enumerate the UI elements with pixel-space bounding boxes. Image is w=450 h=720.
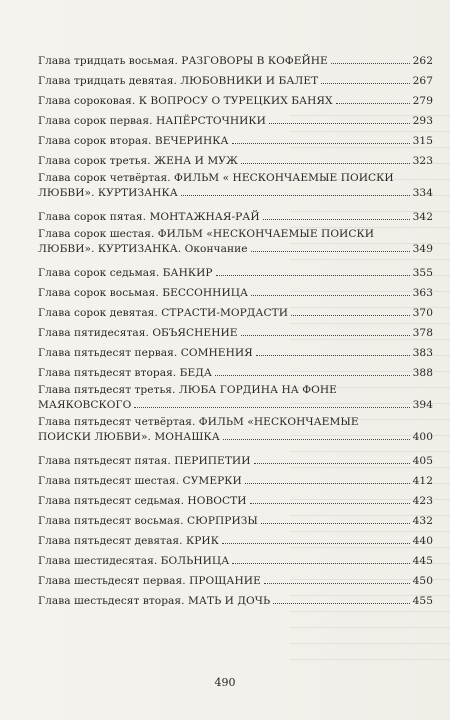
toc-entry-title: Глава сороковая. К ВОПРОСУ О ТУРЕЦКИХ БАНЯХ xyxy=(38,94,333,107)
toc-leader-dots xyxy=(241,163,410,164)
toc-leader-dots xyxy=(264,583,410,584)
toc-entry xyxy=(38,88,433,108)
toc-entry-title: Глава пятьдесят вторая. БЕДА xyxy=(38,366,212,379)
toc-entry-title: Глава сорок третья. ЖЕНА И МУЖ xyxy=(38,154,238,167)
toc-entry xyxy=(38,384,433,412)
toc-entry xyxy=(38,108,433,128)
toc-entry-title: Глава пятьдесят шестая. СУМЕРКИ xyxy=(38,474,242,487)
toc-entry-title: Глава пятидесятая. ОБЪЯСНЕНИЕ xyxy=(38,326,238,339)
toc-entry-title: Глава сорок вторая. ВЕЧЕРИНКА xyxy=(38,134,229,147)
toc-leader-dots xyxy=(250,503,410,504)
toc-entry xyxy=(38,528,433,548)
toc-leader-dots xyxy=(232,563,409,564)
toc-entry xyxy=(38,448,433,468)
toc-leader-dots xyxy=(181,195,410,196)
toc-page-number: 349 xyxy=(412,242,433,255)
toc-page-number: 370 xyxy=(412,306,433,319)
toc-leader-dots xyxy=(291,315,410,316)
toc-page-number: 423 xyxy=(412,494,433,507)
toc-entry xyxy=(38,588,433,608)
toc-page-number: 450 xyxy=(412,574,433,587)
toc-page-number: 412 xyxy=(412,474,433,487)
toc-entry-title-line-2: МАЯКОВСКОГО xyxy=(38,398,132,411)
toc-entry xyxy=(38,172,433,200)
toc-leader-dots xyxy=(215,375,410,376)
toc-entry-title: Глава сорок девятая. СТРАСТИ-МОРДАСТИ xyxy=(38,306,289,319)
toc-entry-title: Глава шестьдесят первая. ПРОЩАНИЕ xyxy=(38,574,261,587)
toc-entry-title: Глава пятьдесят девятая. КРИК xyxy=(38,534,219,547)
toc-entry xyxy=(38,320,433,340)
toc-entry-title-line-1: Глава пятьдесят четвёртая. ФИЛЬМ «НЕСКОНЧАЕМЫЕ xyxy=(38,416,359,428)
toc-entry xyxy=(38,260,433,280)
toc-page-number: 400 xyxy=(412,430,433,443)
toc-entry xyxy=(38,416,433,444)
toc-entry-title: Глава пятьдесят седьмая. НОВОСТИ xyxy=(38,494,247,507)
toc-entry xyxy=(38,488,433,508)
toc-entry-title: Глава шестьдесят вторая. МАТЬ И ДОЧЬ xyxy=(38,594,271,607)
toc-entry xyxy=(38,300,433,320)
toc-entry-title: Глава сорок седьмая. БАНКИР xyxy=(38,266,213,279)
toc-entry-title: Глава пятьдесят первая. СОМНЕНИЯ xyxy=(38,346,253,359)
toc-entry xyxy=(38,360,433,380)
toc-page-number: 293 xyxy=(412,114,433,127)
toc-leader-dots xyxy=(263,219,410,220)
toc-leader-dots xyxy=(241,335,410,336)
toc-leader-dots xyxy=(251,295,410,296)
toc-page-number: 405 xyxy=(412,454,433,467)
table-of-contents xyxy=(38,48,433,608)
toc-leader-dots xyxy=(336,103,410,104)
toc-leader-dots xyxy=(223,439,410,440)
toc-leader-dots xyxy=(251,251,410,252)
toc-entry xyxy=(38,568,433,588)
toc-entry xyxy=(38,280,433,300)
page-number-footer: 490 xyxy=(214,676,236,689)
toc-page-number: 388 xyxy=(412,366,433,379)
toc-entry xyxy=(38,68,433,88)
toc-page-number: 334 xyxy=(412,186,433,199)
toc-page-number: 394 xyxy=(412,398,433,411)
toc-entry-title-line-1: Глава сорок четвёртая. ФИЛЬМ « НЕСКОНЧАЕМЫЕ ПОИСКИ xyxy=(38,172,394,184)
toc-leader-dots xyxy=(232,143,410,144)
toc-entry-title-line-2: ЛЮБВИ». КУРТИЗАНКА. Окончание xyxy=(38,242,248,255)
toc-leader-dots xyxy=(256,355,410,356)
toc-leader-dots xyxy=(245,483,410,484)
toc-page-number: 455 xyxy=(412,594,433,607)
toc-leader-dots xyxy=(254,463,410,464)
toc-entry-title-line-2: ЛЮБВИ». КУРТИЗАНКА xyxy=(38,186,178,199)
toc-page-number: 440 xyxy=(412,534,433,547)
toc-entry-title: Глава пятьдесят пятая. ПЕРИПЕТИИ xyxy=(38,454,251,467)
toc-leader-dots xyxy=(273,603,409,604)
toc-leader-dots xyxy=(261,523,410,524)
toc-page-number: 323 xyxy=(412,154,433,167)
toc-leader-dots xyxy=(269,123,410,124)
toc-page-number: 383 xyxy=(412,346,433,359)
toc-page-number: 445 xyxy=(412,554,433,567)
toc-page-number: 378 xyxy=(412,326,433,339)
toc-leader-dots xyxy=(321,83,409,84)
toc-leader-dots xyxy=(134,407,409,408)
toc-entry xyxy=(38,340,433,360)
toc-entry-title: Глава сорок пятая. МОНТАЖНАЯ-РАЙ xyxy=(38,210,260,223)
toc-entry xyxy=(38,548,433,568)
toc-page-number: 279 xyxy=(412,94,433,107)
toc-page-number: 315 xyxy=(412,134,433,147)
toc-entry-title: Глава сорок восьмая. БЕССОННИЦА xyxy=(38,286,249,299)
toc-entry xyxy=(38,468,433,488)
toc-entry xyxy=(38,128,433,148)
toc-entry-title-line-2: ПОИСКИ ЛЮБВИ». МОНАШКА xyxy=(38,430,220,443)
toc-entry xyxy=(38,48,433,68)
toc-page-number: 267 xyxy=(412,74,433,87)
toc-leader-dots xyxy=(216,275,410,276)
toc-entry xyxy=(38,228,433,256)
toc-page-number: 262 xyxy=(412,54,433,67)
toc-entry-title: Глава тридцать девятая. ЛЮБОВНИКИ И БАЛЕТ xyxy=(38,74,319,87)
toc-entry-title-line-1: Глава пятьдесят третья. ЛЮБА ГОРДИНА НА ФОНЕ xyxy=(38,384,337,396)
toc-entry-title: Глава пятьдесят восьмая. СЮРПРИЗЫ xyxy=(38,514,258,527)
toc-page-number: 363 xyxy=(412,286,433,299)
toc-entry-title-line-1: Глава сорок шестая. ФИЛЬМ «НЕСКОНЧАЕМЫЕ ПОИСКИ xyxy=(38,228,375,240)
toc-page-number: 342 xyxy=(412,210,433,223)
toc-leader-dots xyxy=(222,543,410,544)
toc-page-number: 355 xyxy=(412,266,433,279)
toc-entry-title: Глава сорок первая. НАПЁРСТОЧНИКИ xyxy=(38,114,266,127)
toc-entry xyxy=(38,148,433,168)
toc-entry xyxy=(38,508,433,528)
toc-entry xyxy=(38,204,433,224)
toc-page-number: 432 xyxy=(412,514,433,527)
toc-leader-dots xyxy=(331,63,410,64)
toc-entry-title: Глава шестидесятая. БОЛЬНИЦА xyxy=(38,554,230,567)
toc-entry-title: Глава тридцать восьмая. РАЗГОВОРЫ В КОФЕЙНЕ xyxy=(38,54,328,67)
